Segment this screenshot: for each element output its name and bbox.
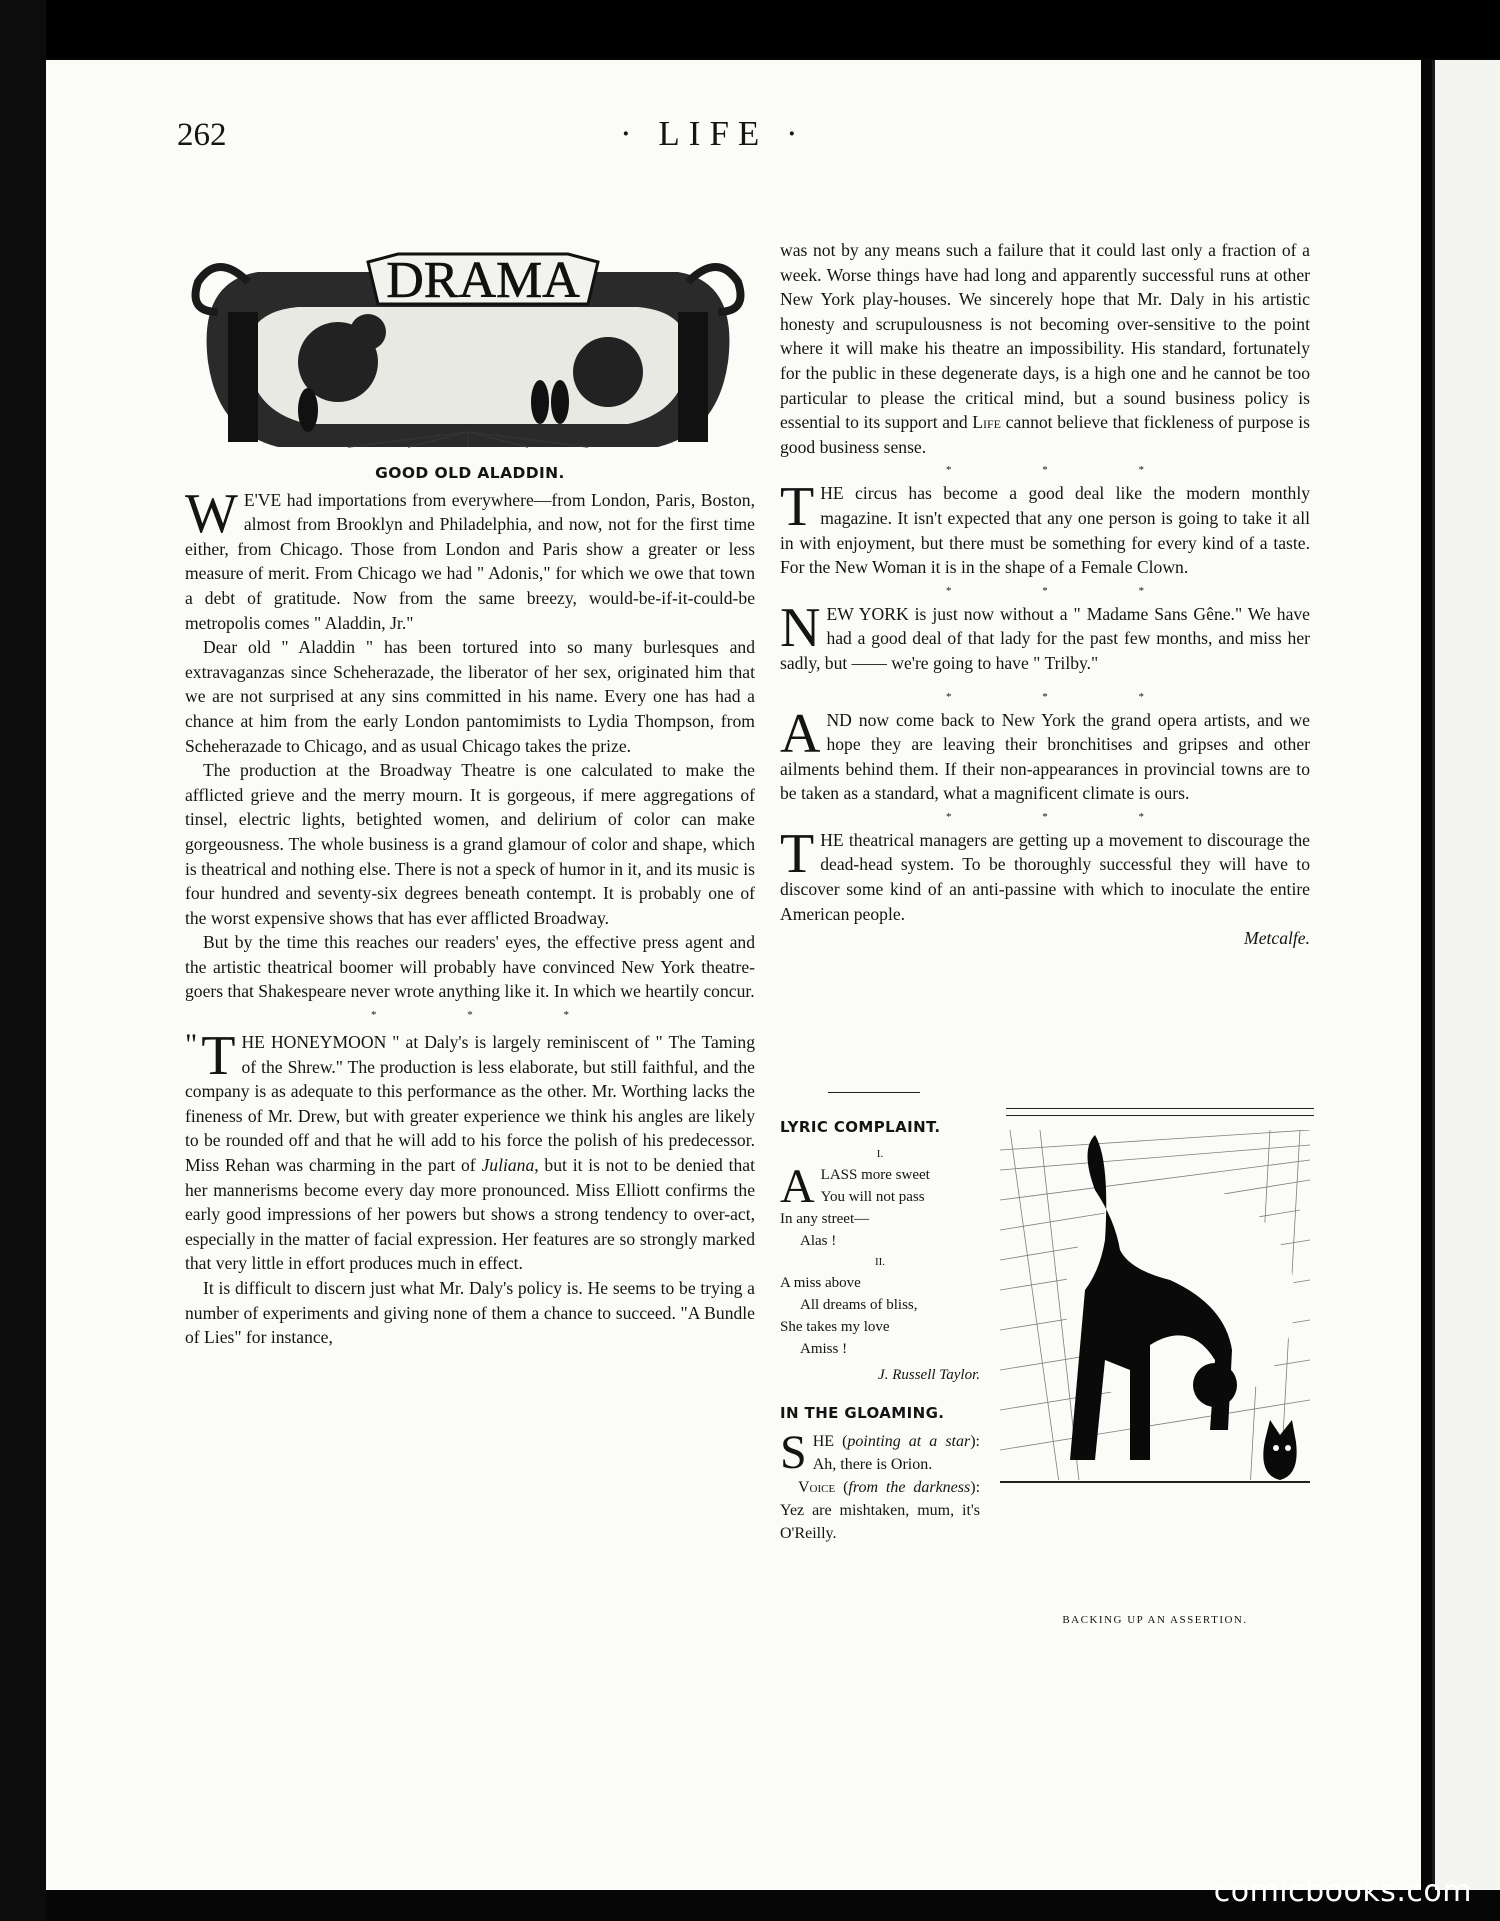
stanza-numeral-1: I. bbox=[876, 1148, 884, 1160]
section-divider-stars: * * * bbox=[946, 584, 1188, 597]
juliana-italic: Juliana bbox=[481, 1155, 535, 1176]
open-quote: " bbox=[185, 1028, 198, 1062]
source-watermark: comicbooks.com bbox=[1213, 1874, 1472, 1909]
gloaming-heading: IN THE GLOAMING. bbox=[780, 1404, 945, 1422]
section-rule bbox=[828, 1092, 920, 1093]
aladdin-paragraph-2: Dear old " Aladdin " has been tortured into so many burlesques and extravaganzas since Scheherazade, the liberator of her sex, originated him that we are not surprised at any sins committed in his name. Every one has had a chance at him from the early London pantomimists to Lydia Thompson, from Scheherazade to Chicago, and as usual Chicago takes the prize. bbox=[185, 637, 755, 756]
section-divider-stars: * * * bbox=[371, 1009, 613, 1022]
aladdin-paragraph-1: W E'VE had importations from everywhere—from London, Paris, Boston, almost from Brooklyn and Philadelphia, and now, not for the first time either, from Chicago. Those from London and Paris show a greater or less measure of merit. From Chicago we had " Adonis," for which we owe that town a debt of gratitude. Now from the same breezy, would-be-if-it-could-be metropolis comes " Aladdin, Jr." bbox=[185, 482, 755, 633]
life-small-caps: Life bbox=[972, 412, 1002, 433]
stanza-2: A miss above All dreams of bliss, She takes my love Amiss ! bbox=[780, 1275, 918, 1357]
dropcap-a: A bbox=[780, 702, 821, 765]
cat-moon-cartoon bbox=[1000, 1130, 1310, 1590]
stanza-1: A LASS more sweet You will not pass In any street— Alas ! bbox=[780, 1160, 930, 1249]
honeymoon-paragraph-2: It is difficult to discern just what Mr. Daly's policy is. He seems to be trying a number of experiments and giving none of them a chance to succeed. "A Bundle of Lies" for instance, bbox=[185, 1278, 755, 1348]
cartoon-caption: BACKING UP AN ASSERTION. bbox=[1062, 1614, 1248, 1626]
stanza-numeral-2: II. bbox=[874, 1256, 886, 1268]
gloaming-voice-line: Voice (from the darkness): Yez are mishtaken, mum, it's O'Reilly. bbox=[780, 1479, 981, 1542]
aladdin-paragraph-3: The production at the Broadway Theatre is one calculated to make the afflicted grieve and the merry mourn. It is gorgeous, if mere aggregations of tinsel, electric lights, betighted women, and delirium of color can make gorgeousness. The whole business is a grand glamour of color and shape, which is theatrical and nothing else. There is not a speck of humor in it, and its music is four hundred and seventy-six degrees beneath contempt. It is probably one of the worst expensive shows that has ever afflicted Broadway. bbox=[185, 760, 755, 928]
dropcap-s: S bbox=[780, 1426, 807, 1479]
opera-paragraph: AND now come back to New York the grand opera artists, and we hope they are leaving their bronchitises and gripses and other ailments behind them. If their non-appearances in provincial towns are to be taken as a standard, what a magnificent climate is ours. bbox=[780, 702, 1310, 804]
circus-paragraph: THE circus has become a good deal like the modern monthly magazine. It isn't expected that any one person is going to take it all in with enjoyment, but there must be something for every kind of a taste. For the New Woman it is in the shape of a Female Clown. bbox=[780, 476, 1310, 578]
section-divider-stars: * * * bbox=[946, 464, 1188, 477]
scan-top-border bbox=[0, 0, 1500, 58]
right-column bbox=[780, 238, 1310, 951]
dropcap-t: T bbox=[201, 1025, 236, 1088]
scan-left-border bbox=[0, 0, 46, 1921]
drama-banner-title: DRAMA bbox=[386, 252, 580, 309]
dropcap-t: T bbox=[780, 822, 815, 885]
dropcap-t: T bbox=[780, 476, 815, 539]
gloaming-she-line: SHE (pointing at a star): Ah, there is Orion. bbox=[780, 1426, 980, 1479]
aladdin-paragraph-4: But by the time this reaches our readers' eyes, the effective press agent and the artistic theatrical boomer will probably have convinced New York theatre-goers that Shakespeare never wrote anything like it. In which we heartily concur. bbox=[185, 932, 755, 1002]
honeymoon-paragraph-1: " T HE HONEYMOON " at Daly's is largely reminiscent of " The Taming of the Shrew." The production is less elaborate, but still faithful, and the company is as adequate to this performance as the other. Mr. Worthing lacks the fineness of Mr. Drew, but with greater experience we think his angles are likely to be rounded off and that he will add to his force the polish of his predecessor. Miss Rehan was charming in the part of Juliana, but it is not to be denied that her mannerisms become every day more pronounced. Miss Elliott confirms the early good impressions of her powers but shows a strong tendency to over-act, especially in the matter of facial expression. Her features are so strongly marked that very little in effort produces much in effect. bbox=[185, 1025, 755, 1274]
section-divider-stars: * * * bbox=[946, 810, 1188, 823]
cartoon-double-rule bbox=[1006, 1108, 1314, 1116]
lyric-heading: LYRIC COMPLAINT. bbox=[780, 1118, 941, 1136]
facing-page-edge bbox=[1432, 60, 1500, 1890]
continuation-paragraph: was not by any means such a failure that it could last only a fraction of a week. Worse things have had long and apparently successful runs at other New York play-houses. We sincerely hope that Mr. Daly in his artistic honesty and scrupulousness is not becoming over-sensitive to the point where it will make his theatre an impossibility. His standard, fortunately for the public in these degenerate days, is a high one and he cannot be too particular to please the critical mind, but a sound business policy is essential to its support and Life cannot believe that fickleness of purpose is good business sense. bbox=[780, 240, 1310, 457]
poem-column bbox=[780, 1116, 980, 1545]
dropcap-n: N bbox=[780, 596, 821, 659]
aladdin-heading: GOOD OLD ALADDIN. bbox=[375, 464, 565, 482]
dropcap-a: A bbox=[780, 1160, 815, 1213]
managers-paragraph: THE theatrical managers are getting up a movement to discourage the dead-head system. To be thoroughly successful they will have to discover some kind of an anti-passine with which to inoculate the entire American people. bbox=[780, 822, 1310, 924]
newyork-paragraph: NEW YORK is just now without a " Madame Sans Gêne." We have had a good deal of that lady for the past few months, and miss her sadly, but —— we're going to have " Trilby." bbox=[780, 596, 1310, 673]
dropcap-w: W bbox=[185, 482, 238, 545]
page-number: 262 bbox=[177, 117, 227, 153]
masthead-title: · LIFE · bbox=[620, 114, 807, 153]
left-column bbox=[185, 375, 755, 1350]
poem-author: J. Russell Taylor. bbox=[878, 1367, 980, 1383]
section-divider-stars: * * * bbox=[946, 690, 1188, 703]
author-signature: Metcalfe. bbox=[1244, 928, 1310, 949]
